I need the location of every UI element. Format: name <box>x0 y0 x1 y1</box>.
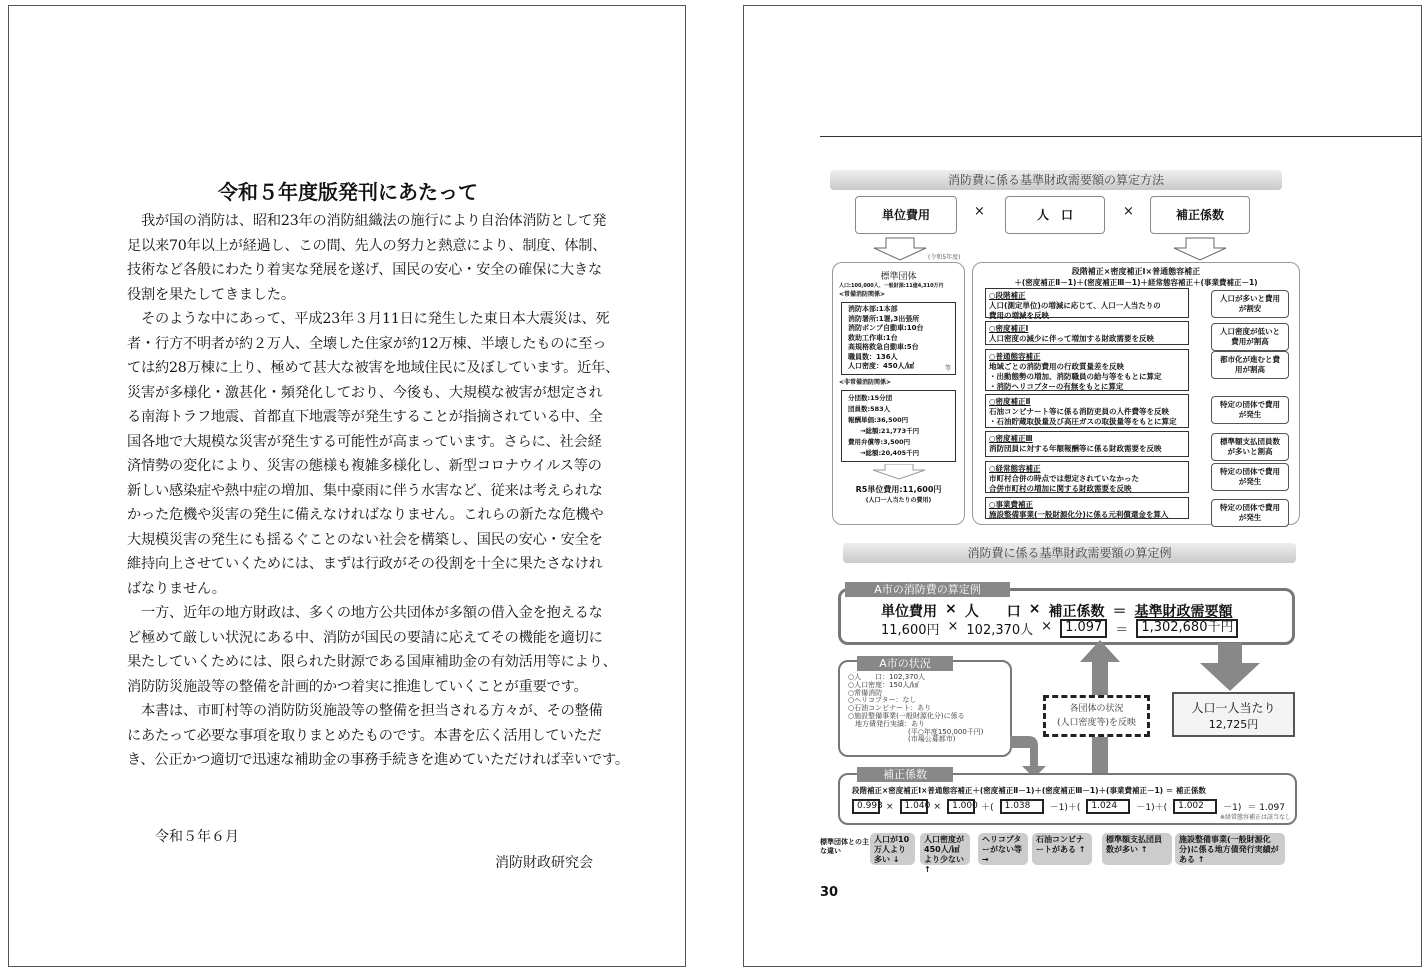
header-rule <box>820 136 1421 137</box>
formula-value: 102,370人 <box>966 623 1034 638</box>
coefficient-result: ＝ 1.097 <box>1247 803 1285 813</box>
foreword-author: 消防財政研究会 <box>495 855 593 871</box>
coefficient-value: 1.000 <box>947 799 975 814</box>
formula-term: 人 口 <box>964 604 1021 620</box>
formula-value: ＝ <box>1115 623 1129 638</box>
callout-note: 標準額支払団員数が多い ↑ <box>1102 833 1172 865</box>
down-arrow-icon <box>1200 643 1260 691</box>
correction-item-text: 地域ごとの消防費用の行政質量差を反映 <box>989 362 1124 371</box>
body-line: にあたって必要な事項を取りまとめたものです。本書を広く活用していただ <box>127 727 602 744</box>
correction-item-text: 費用の増減を反映 <box>989 311 1049 320</box>
nonregular-item: 分団数:15分団 <box>848 393 893 402</box>
status-line: ○常備消防 <box>848 688 883 697</box>
correction-item-heading: ○事業費補正 <box>989 500 1034 509</box>
callout-note: 石油コンビナートがある ↑ <box>1032 833 1092 865</box>
correction-item <box>985 461 1189 493</box>
correction-item-text: 施設整備事業(一般財源化分)に係る元利償還金を算入 <box>989 510 1169 519</box>
body-line: ど極めて厳しい状況にある中、消防が国民の要請に応えてその機能を適切に <box>127 629 603 646</box>
correction-note: 人口密度が低いと費用が割高 <box>1211 323 1289 351</box>
correction-item-heading: ○段階補正 <box>989 291 1026 300</box>
correction-note: 都市化が進むと費用が割高 <box>1211 351 1289 379</box>
correction-item-heading: ○普通態容補正 <box>989 352 1041 361</box>
coefficient-values: 0.993 × 1.040 × 1.000 ＋( 1.038 －1)＋( 1.024 －1)＋( 1.002 －1) ＝ 1.097 <box>852 799 1285 814</box>
correction-note: 特定の団体で費用が発生 <box>1211 396 1289 424</box>
down-arrow-icon <box>872 237 928 261</box>
foreword-body <box>127 209 627 773</box>
nonregular-item: 報酬単価:36,500円 <box>848 415 909 424</box>
regular-item: 消防署所:1署,3出張所 <box>848 314 920 323</box>
body-line: 足以来70年以上が経過し、この間、先人の努力と熱意により、制度、体制、 <box>127 237 607 254</box>
body-line: 新しい感染症や熱中症の増加、集中豪雨に伴う水害など、従来は考えられな <box>127 482 603 499</box>
unit-cost-box: 単位費用 <box>855 196 957 234</box>
coefficient-box: 補正係数 <box>1150 196 1250 234</box>
coefficient-note: ※経常態容補正は該当なし <box>1219 814 1291 821</box>
correction-item-text: 消防団員に対する年額報酬等に係る財政需要を反映 <box>989 444 1162 453</box>
page-number: 30 <box>820 885 839 900</box>
city-status-list <box>848 674 984 744</box>
regular-list <box>841 302 956 375</box>
correction-item-text: 合併市町村の増加に関する財政需要を反映 <box>989 484 1132 493</box>
foreword-title: 令和５年度版発刊にあたって <box>218 180 478 204</box>
correction-note: 人口が多いと費用が割安 <box>1211 290 1289 318</box>
body-line: そのような中にあって、平成23年３月11日に発生した東日本大震災は、死 <box>127 311 610 327</box>
body-line: ばなりません。 <box>127 580 226 597</box>
body-line: 本書は、市町村等の消防防災施設等の整備を担当される方々が、その整備 <box>127 703 603 719</box>
regular-item: 人口密度：450人/㎢ <box>848 362 915 370</box>
formula-term: × <box>1028 601 1041 617</box>
correction-panel <box>972 262 1300 525</box>
formula-value: × <box>947 619 959 634</box>
per-capita-value: 12,725円 <box>1208 718 1259 731</box>
correction-note: 特定の団体で費用が発生 <box>1211 463 1289 491</box>
formula-term: ＝ <box>1112 604 1127 620</box>
correction-item <box>985 497 1189 519</box>
formula-value: 1.097 <box>1060 619 1107 638</box>
status-line: (市場公募都市) <box>908 735 956 744</box>
reflect-line: 各団体の状況 <box>1069 704 1124 714</box>
population-box: 人 口 <box>1005 196 1105 234</box>
body-line: 我が国の消防は、昭和23年の消防組織法の施行により自治体消防として発 <box>127 213 607 229</box>
formula-value: × <box>1041 619 1053 634</box>
etc-label: 等 <box>944 364 951 372</box>
per-capita-label: 人口一人当たり <box>1191 701 1276 715</box>
body-line: き、公正かつ適切で迅速な補助金の事務手続きを進めていただければ幸いです。 <box>127 752 629 768</box>
status-line: (平○年度150,000千円) <box>908 727 984 736</box>
correction-item <box>985 288 1189 318</box>
reflect-line: (人口密度等)を反映 <box>1056 718 1137 728</box>
nonregular-item: 費用弁償等:3,500円 <box>848 437 911 446</box>
nonregular-heading: <非常備消防関係> <box>839 378 892 386</box>
body-line: 役割を果たしてきました。 <box>127 286 295 303</box>
unit-cost-result: R5単位費用:11,600円 <box>855 484 942 494</box>
down-arrow-icon <box>1172 237 1228 261</box>
correction-note: 標準額支払団員数が多いと割高 <box>1211 433 1289 461</box>
formula-term: 基準財政需要額 <box>1134 604 1233 620</box>
body-line: 大規模災害の発生にも揺るぐことのない社会を構築し、国民の安心・安全を <box>127 531 603 548</box>
correction-item <box>985 394 1189 428</box>
foreword-date: 令和５年６月 <box>155 829 239 845</box>
year-note: (令和5年度) <box>928 254 961 261</box>
status-line: ○ヘリコプター：なし <box>848 696 917 705</box>
regular-item: 職員数：136人 <box>848 352 898 361</box>
coefficient-tag: 補正係数 <box>857 767 953 782</box>
city-status-tag: A市の状況 <box>857 656 953 671</box>
regular-item: 高規格救急自動車:5台 <box>848 343 919 351</box>
correction-item-text: 石油コンビナート等に係る消防吏員の人件費等を反映 <box>989 407 1169 416</box>
standard-title: 標準団体 <box>880 272 917 282</box>
correction-item <box>985 431 1189 457</box>
status-line: ○石油コンビナート：あり <box>848 704 932 713</box>
callout-note: 人口密度が450人/㎢より少ない ↑ <box>920 833 970 865</box>
regular-item: 救助工作車:1台 <box>848 333 898 342</box>
body-line: かった危機や災害の発生に備えなければなりません。これらの新たな危機や <box>127 507 604 523</box>
formula-value: 11,600円 <box>881 623 940 638</box>
formula-line-2: ＋(密度補正Ⅱ－1)＋(密度補正Ⅲ－1)＋経常態容補正＋(事業費補正－1) <box>1014 278 1258 287</box>
down-arrow-icon <box>869 464 929 480</box>
correction-item-heading: ○密度補正Ⅲ <box>989 434 1033 443</box>
body-line: 維持向上させていくためには、まずは行政がその役割を十全に果たさなけれ <box>127 556 603 572</box>
correction-note: 特定の団体で費用が発生 <box>1211 499 1289 527</box>
standard-subtitle: 人口:100,000人、一般財源:11億4,310万円 <box>839 283 944 289</box>
unit-cost-note: (人口一人当たりの費用) <box>865 496 932 504</box>
body-line: 消防防災施設等の整備を計画的かつ着実に推進していくことが重要です。 <box>127 678 588 695</box>
per-capita-box <box>1172 692 1295 737</box>
status-line: ○人口密度：150人/㎢ <box>848 680 919 689</box>
regular-heading: <常備消防関係> <box>839 291 886 298</box>
callout-note: ヘリコプターがない等 → <box>978 833 1028 865</box>
formula-term: 単位費用 <box>881 604 937 620</box>
section-title-example: 消防費に係る基準財政需要額の算定例 <box>843 543 1296 563</box>
coefficient-value: 0.993 <box>852 799 880 814</box>
curved-arrow-icon <box>1010 730 1050 778</box>
body-line: 者・行方不明者が約２万人、全壊した住家が約12万棟、半壊したものに至っ <box>127 335 607 352</box>
formula-header-row <box>881 601 1232 621</box>
body-line: 災害が多様化・激甚化・頻発化しており、今後も、大規模な被害が想定され <box>127 384 603 401</box>
callout-note: 人口が10万人より多い ↓ <box>870 833 915 865</box>
correction-item <box>985 349 1189 391</box>
body-line: 一方、近年の地方財政は、多くの地方公共団体が多額の借入金を抱えるな <box>127 605 603 621</box>
body-line: 国各地で大規模な災害が発生する可能性が高まっています。さらに、社会経 <box>127 433 602 450</box>
correction-item <box>985 321 1189 345</box>
times-sign: × <box>1123 204 1134 219</box>
correction-item-heading: ○密度補正Ⅰ <box>989 324 1029 333</box>
correction-item-text: 市町村合併の時点では想定されていなかった <box>989 474 1139 483</box>
correction-item-text: ・消防ヘリコプターの有無をもとに算定 <box>989 382 1124 391</box>
body-line: ては約28万棟に上り、極めて甚大な被害を地域住民に及ぼしています。近年、 <box>127 360 620 376</box>
difference-label: 標準団体との主な違い <box>820 838 869 855</box>
nonregular-list <box>841 390 956 462</box>
status-line: ○人 口：102,370人 <box>848 673 926 681</box>
section-title-method: 消防費に係る基準財政需要額の算定方法 <box>830 170 1282 190</box>
left-page <box>8 5 686 967</box>
correction-item-text: 人口(測定単位)の増減に応じて、人口一人当たりの <box>989 301 1161 310</box>
correction-item-heading: ○経常態容補正 <box>989 464 1041 473</box>
formula-term: × <box>945 601 957 617</box>
standard-entity-panel <box>832 262 965 525</box>
body-line: 技術など各般にわたり着実な発展を遂げ、国民の安心・安全の確保に大きな <box>127 262 603 278</box>
times-sign: × <box>974 204 985 219</box>
correction-item-text: 人口密度の減少に伴って増加する財政需要を反映 <box>989 334 1154 343</box>
formula-value-row <box>881 619 1238 638</box>
body-line: 果たしていくためには、限られた財源である国庫補助金の有効活用等により、 <box>127 654 617 670</box>
city-status-box <box>838 660 1012 757</box>
status-line: 地方債発行実績：あり <box>848 719 925 728</box>
example-tag: A市の消防費の算定例 <box>845 582 1010 597</box>
coefficient-value: 1.038 <box>1000 799 1044 814</box>
correction-item-heading: ○密度補正Ⅱ <box>989 397 1031 406</box>
status-line: ○施設整備事業(一般財源化分)に係る <box>848 711 965 720</box>
correction-item-text: ・出動態勢の増加、消防職員の給与等をもとに算定 <box>989 372 1162 381</box>
coefficient-value: 1.002 <box>1173 799 1217 814</box>
formula-value: 1,302,680千円 <box>1136 619 1238 638</box>
coefficient-value: 1.024 <box>1086 799 1130 814</box>
nonregular-item: 団員数:583人 <box>848 404 891 413</box>
body-line: 済情勢の変化により、災害の態様も複雑多様化し、新型コロナウイルス等の <box>127 458 602 474</box>
reflect-box <box>1043 695 1150 737</box>
nonregular-item: →総額:20,405千円 <box>860 448 920 457</box>
regular-item: 消防本部:1本部 <box>848 305 898 313</box>
body-line: る南海トラフ地震、首都直下地震等が発生することが指摘されている中、全 <box>127 409 603 425</box>
regular-item: 消防ポンプ自動車:10台 <box>848 324 924 332</box>
formula-line-1: 段階補正×密度補正Ⅰ×普通態容補正 <box>1071 267 1201 276</box>
formula-term: 補正係数 <box>1048 604 1105 620</box>
callout-note: 施設整備事業(一般財源化分)に係る地方債発行実績がある ↑ <box>1175 833 1285 865</box>
coefficient-formula: 段階補正×密度補正Ⅰ×普通態容補正＋(密度補正Ⅱ－1)＋(密度補正Ⅲ－1)＋(事業費補正－1) ＝ 補正係数 <box>852 786 1206 795</box>
nonregular-item: →総額:21,773千円 <box>860 426 920 435</box>
correction-item-text: ・石油貯蔵取扱量及び高圧ガスの取扱量等をもとに算定 <box>989 417 1177 426</box>
coefficient-value: 1.040 <box>900 799 928 814</box>
